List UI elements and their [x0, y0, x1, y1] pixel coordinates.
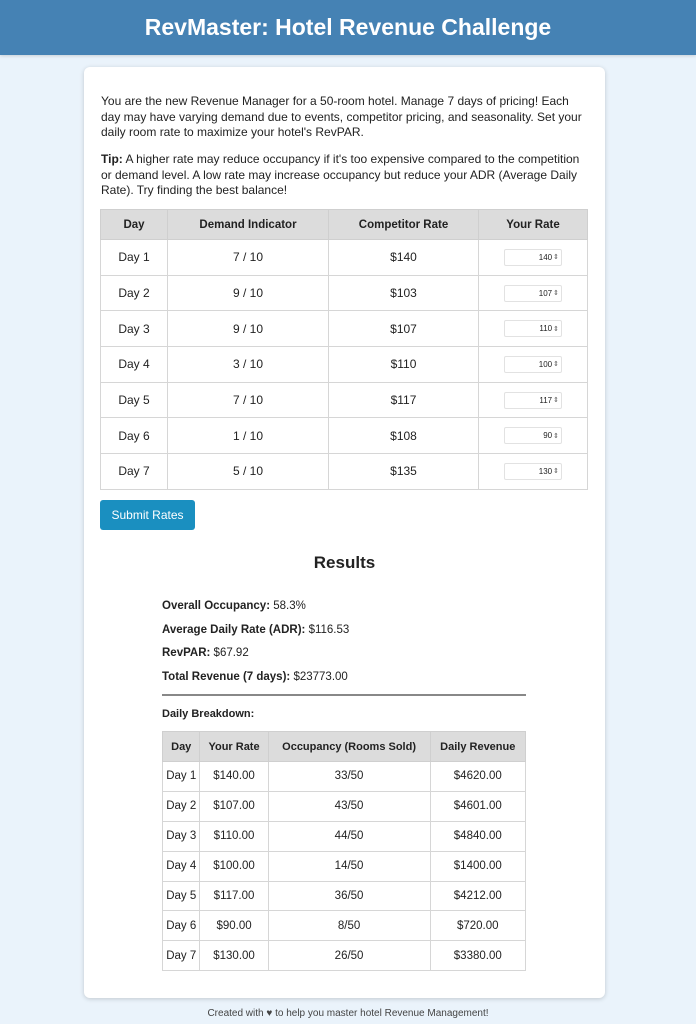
breakdown-header-day: Day — [163, 732, 200, 762]
intro-text: You are the new Revenue Manager for a 50-room hotel. Manage 7 days of pricing! Each day may have varying demand due to events, competitor pricing, and seasonality. Set your daily room rate to maximize your hotel's RevPAR. — [101, 94, 582, 139]
spinner-icon[interactable]: ⇕ — [553, 432, 559, 440]
breakdown-occupancy-cell: 26/50 — [268, 941, 430, 971]
rate-input-value: 90 — [543, 431, 553, 441]
breakdown-revenue-cell: $1400.00 — [430, 851, 525, 881]
breakdown-table — [162, 731, 526, 971]
rate-day-cell: Day 3 — [101, 311, 168, 347]
breakdown-rate-cell: $117.00 — [200, 881, 268, 911]
breakdown-revenue-cell: $4840.00 — [430, 821, 525, 851]
rate-input-value: 107 — [538, 288, 553, 298]
spinner-icon[interactable]: ⇕ — [553, 325, 559, 333]
breakdown-header-revenue: Daily Revenue — [430, 732, 525, 762]
adr-summary — [162, 624, 349, 648]
your-rate-cell — [479, 275, 588, 311]
breakdown-row — [163, 881, 526, 911]
breakdown-occupancy-cell: 36/50 — [268, 881, 430, 911]
breakdown-rate-cell: $140.00 — [200, 762, 268, 792]
rates-header-competitor: Competitor Rate — [329, 210, 479, 240]
breakdown-rate-cell: $90.00 — [200, 911, 268, 941]
spinner-icon[interactable]: ⇕ — [553, 254, 559, 262]
rate-input[interactable] — [504, 427, 562, 444]
tip-text — [101, 152, 588, 199]
results-title: Results — [313, 553, 376, 572]
revenue-summary — [162, 671, 349, 695]
rate-input-value: 117 — [539, 395, 553, 405]
rates-table-row — [101, 454, 588, 490]
footer-text: Created with ♥ to help you master hotel Revenue Management! — [207, 1008, 489, 1019]
rates-table-row — [101, 347, 588, 383]
spinner-icon[interactable]: ⇕ — [553, 397, 559, 405]
breakdown-day-cell: Day 7 — [163, 941, 200, 971]
breakdown-revenue-cell: $4212.00 — [430, 881, 525, 911]
submit-rates-button[interactable]: Submit Rates — [100, 500, 195, 530]
demand-cell: 9 / 10 — [168, 275, 329, 311]
game-card — [84, 67, 605, 998]
results-divider — [162, 694, 526, 696]
breakdown-revenue-cell: $4620.00 — [430, 762, 525, 792]
your-rate-cell — [479, 418, 588, 454]
rate-day-cell: Day 2 — [101, 275, 168, 311]
breakdown-occupancy-cell: 8/50 — [268, 911, 430, 941]
app-header — [0, 0, 696, 55]
competitor-rate-cell: $117 — [329, 382, 479, 418]
demand-cell: 9 / 10 — [168, 311, 329, 347]
rate-input[interactable] — [504, 356, 562, 373]
rate-input-value: 110 — [539, 324, 553, 334]
breakdown-row — [163, 821, 526, 851]
breakdown-occupancy-cell: 43/50 — [268, 791, 430, 821]
breakdown-day-cell: Day 3 — [163, 821, 200, 851]
results-summary — [162, 600, 349, 694]
rate-input[interactable] — [504, 320, 562, 337]
revpar-value: $67.92 — [210, 647, 249, 659]
adr-label: Average Daily Rate (ADR): — [162, 623, 306, 636]
your-rate-cell — [479, 382, 588, 418]
occupancy-value: 58.3% — [270, 600, 306, 612]
breakdown-occupancy-cell: 33/50 — [268, 762, 430, 792]
rates-table-row — [101, 311, 588, 347]
tip-label: Tip: — [101, 152, 123, 166]
competitor-rate-cell: $110 — [329, 347, 479, 383]
demand-cell: 1 / 10 — [168, 418, 329, 454]
competitor-rate-cell: $107 — [329, 311, 479, 347]
demand-cell: 7 / 10 — [168, 240, 329, 276]
breakdown-day-cell: Day 1 — [163, 762, 200, 792]
breakdown-rate-cell: $107.00 — [200, 791, 268, 821]
competitor-rate-cell: $140 — [329, 240, 479, 276]
breakdown-row — [163, 851, 526, 881]
occupancy-summary — [162, 600, 349, 624]
breakdown-row — [163, 911, 526, 941]
competitor-rate-cell: $135 — [329, 454, 479, 490]
your-rate-cell — [479, 347, 588, 383]
breakdown-day-cell: Day 6 — [163, 911, 200, 941]
your-rate-cell — [479, 311, 588, 347]
rate-input[interactable] — [504, 463, 562, 480]
rate-input-value: 100 — [538, 359, 553, 369]
breakdown-revenue-cell: $720.00 — [430, 911, 525, 941]
rate-input-value: 140 — [538, 252, 553, 262]
rates-table — [100, 209, 588, 490]
breakdown-row — [163, 941, 526, 971]
breakdown-rate-cell: $110.00 — [200, 821, 268, 851]
spinner-icon[interactable]: ⇕ — [553, 468, 559, 476]
rates-table-row — [101, 382, 588, 418]
rate-input[interactable] — [504, 285, 562, 302]
revpar-summary — [162, 647, 349, 671]
breakdown-occupancy-cell: 14/50 — [268, 851, 430, 881]
breakdown-day-cell: Day 2 — [163, 791, 200, 821]
rate-day-cell: Day 4 — [101, 347, 168, 383]
breakdown-header-rate: Your Rate — [200, 732, 268, 762]
rate-day-cell: Day 5 — [101, 382, 168, 418]
breakdown-occupancy-cell: 44/50 — [268, 821, 430, 851]
rate-input-value: 130 — [538, 466, 553, 476]
breakdown-revenue-cell: $4601.00 — [430, 791, 525, 821]
revpar-label: RevPAR: — [162, 647, 211, 659]
breakdown-row — [163, 791, 526, 821]
rate-day-cell: Day 7 — [101, 454, 168, 490]
demand-cell: 5 / 10 — [168, 454, 329, 490]
breakdown-label: Daily Breakdown: — [162, 708, 255, 720]
revenue-label: Total Revenue (7 days): — [162, 670, 291, 683]
tip-body: A higher rate may reduce occupancy if it's too expensive compared to the competition or demand level. A low rate may increase occupancy but reduce your ADR (Average Daily Rate). Try finding the best balance! — [101, 152, 580, 197]
demand-cell: 3 / 10 — [168, 347, 329, 383]
rate-input[interactable] — [504, 249, 562, 266]
competitor-rate-cell: $103 — [329, 275, 479, 311]
rate-day-cell: Day 1 — [101, 240, 168, 276]
rates-table-row — [101, 240, 588, 276]
rate-day-cell: Day 6 — [101, 418, 168, 454]
adr-value: $116.53 — [305, 623, 350, 636]
rates-header-demand: Demand Indicator — [168, 210, 329, 240]
revenue-value: $23773.00 — [290, 670, 348, 683]
rates-table-row — [101, 275, 588, 311]
competitor-rate-cell: $108 — [329, 418, 479, 454]
occupancy-label: Overall Occupancy: — [162, 600, 271, 612]
spinner-icon[interactable]: ⇕ — [553, 290, 559, 298]
demand-cell: 7 / 10 — [168, 382, 329, 418]
page-title: RevMaster: Hotel Revenue Challenge — [144, 14, 552, 40]
breakdown-header-occupancy: Occupancy (Rooms Sold) — [268, 732, 430, 762]
your-rate-cell — [479, 454, 588, 490]
breakdown-revenue-cell: $3380.00 — [430, 941, 525, 971]
rates-table-header-row — [101, 210, 588, 240]
breakdown-rate-cell: $100.00 — [200, 851, 268, 881]
breakdown-rate-cell: $130.00 — [200, 941, 268, 971]
spinner-icon[interactable]: ⇕ — [553, 361, 559, 369]
rates-table-row — [101, 418, 588, 454]
your-rate-cell — [479, 240, 588, 276]
rates-header-day: Day — [101, 210, 168, 240]
breakdown-header-row — [163, 732, 526, 762]
rate-input[interactable] — [504, 392, 562, 409]
breakdown-row — [163, 762, 526, 792]
breakdown-day-cell: Day 4 — [163, 851, 200, 881]
rates-header-your-rate: Your Rate — [479, 210, 588, 240]
breakdown-day-cell: Day 5 — [163, 881, 200, 911]
